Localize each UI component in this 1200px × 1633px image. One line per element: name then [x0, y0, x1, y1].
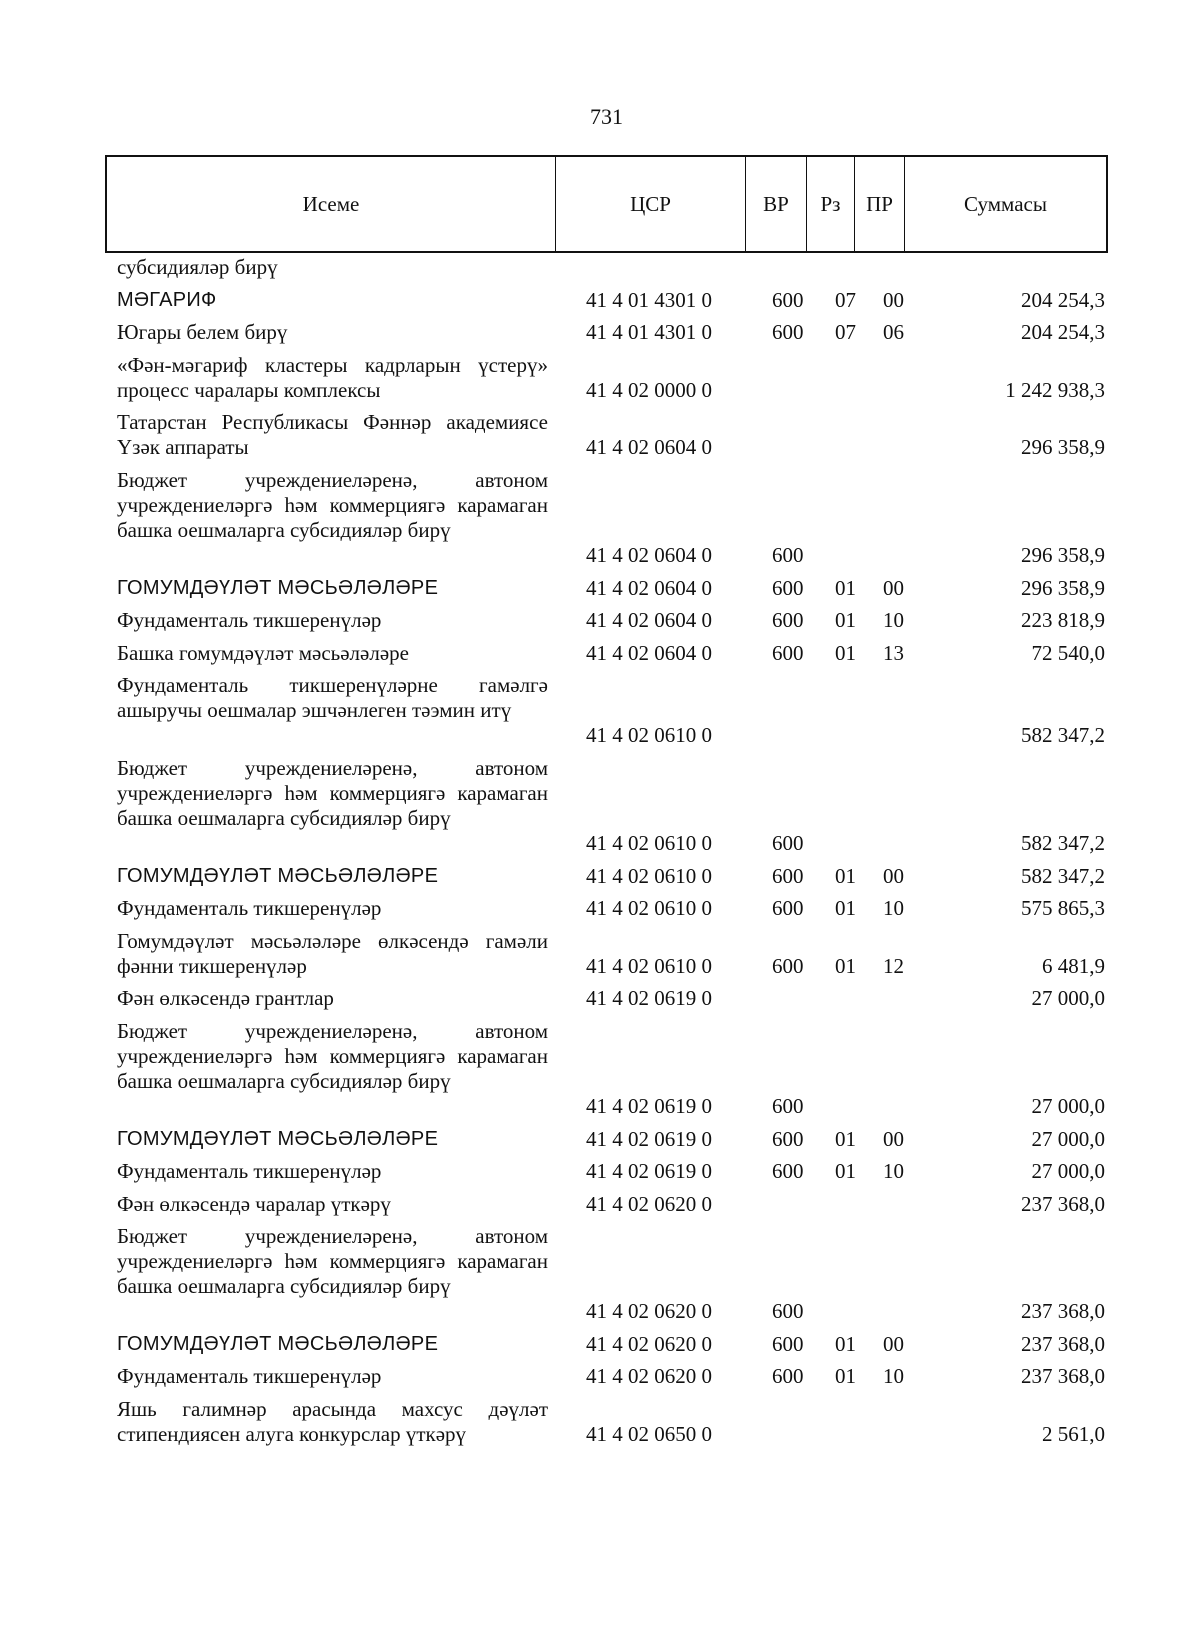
- table-row: [0, 1332, 1200, 1357]
- row-rz: 01: [835, 896, 856, 921]
- row-rz: 01: [835, 953, 856, 978]
- row-csr: 41 4 02 0604 0: [586, 575, 712, 600]
- row-sum: 582 347,2: [1021, 723, 1105, 748]
- row-vr: 600: [772, 1299, 804, 1324]
- row-csr: 41 4 02 0619 0: [586, 1093, 712, 1118]
- row-csr: 41 4 02 0604 0: [586, 435, 712, 460]
- row-vr: 600: [772, 320, 804, 345]
- row-pr: 10: [883, 1364, 904, 1389]
- row-sum: 204 254,3: [1021, 320, 1105, 345]
- row-vr: 600: [772, 640, 804, 665]
- row-vr: 600: [772, 575, 804, 600]
- row-rz: 07: [835, 287, 856, 312]
- row-name: ГОМУМДӘҮЛӘТ МӘСЬӘЛӘЛӘРЕ: [117, 864, 439, 887]
- table-row: [0, 1127, 1200, 1152]
- row-csr: 41 4 02 0610 0: [586, 896, 712, 921]
- header-rz: Рз: [807, 157, 855, 251]
- row-name: Фундаменталь тикшеренүләр: [117, 896, 382, 921]
- row-name: Фундаменталь тикшеренүләр: [117, 608, 382, 633]
- row-name: Татарстан Республикасы Фәннәр академиясе Үзәк аппараты: [117, 410, 548, 460]
- table-row: [0, 353, 1200, 403]
- row-csr: 41 4 02 0650 0: [586, 1422, 712, 1447]
- row-pr: 12: [883, 953, 904, 978]
- row-rz: 01: [835, 863, 856, 888]
- row-vr: 600: [772, 863, 804, 888]
- row-name: Бюджет учреждениеләренә, автоном учреждениеләргә һәм коммерциягә карамаган башка оешмаларга субсидияләр бирү: [117, 1018, 548, 1093]
- table-row: [0, 1019, 1200, 1119]
- row-pr: 00: [883, 1331, 904, 1356]
- row-rz: 01: [835, 1159, 856, 1184]
- row-pr: 10: [883, 896, 904, 921]
- header-sum: Суммасы: [964, 191, 1047, 216]
- row-sum: 237 368,0: [1021, 1364, 1105, 1389]
- row-rz: 01: [835, 640, 856, 665]
- row-csr: 41 4 02 0620 0: [586, 1364, 712, 1389]
- row-name: Гомумдәүләт мәсьәләләре өлкәсендә гамәли фәнни тикшеренүләр: [117, 928, 548, 978]
- row-pr: 06: [883, 320, 904, 345]
- row-vr: 600: [772, 1126, 804, 1151]
- table-row: [0, 255, 1200, 280]
- row-rz: 01: [835, 608, 856, 633]
- table-row: [0, 929, 1200, 979]
- table-row: [0, 1159, 1200, 1184]
- table-row: [0, 673, 1200, 748]
- row-sum: 296 358,9: [1021, 435, 1105, 460]
- row-csr: 41 4 02 0620 0: [586, 1331, 712, 1356]
- row-name: Бюджет учреждениеләренә, автоном учреждениеләргә һәм коммерциягә карамаган башка оешмаларга субсидияләр бирү: [117, 1224, 548, 1299]
- row-sum: 296 358,9: [1021, 542, 1105, 567]
- header-name: Исеме: [107, 157, 556, 251]
- row-rz: 01: [835, 1331, 856, 1356]
- row-csr: 41 4 02 0619 0: [586, 1126, 712, 1151]
- row-pr: 13: [883, 640, 904, 665]
- row-name: Башка гомумдәүләт мәсьәләләре: [117, 640, 409, 665]
- row-sum: 582 347,2: [1021, 830, 1105, 855]
- row-sum: 582 347,2: [1021, 863, 1105, 888]
- row-name: Фундаменталь тикшеренүләрне гамәлгә ашыручы оешмалар эшчәнлеген тәэмин итү: [117, 673, 548, 723]
- row-csr: 41 4 02 0000 0: [586, 377, 712, 402]
- table-row: [0, 986, 1200, 1011]
- row-csr: 41 4 01 4301 0: [586, 320, 712, 345]
- row-sum: 575 865,3: [1021, 896, 1105, 921]
- row-pr: 10: [883, 608, 904, 633]
- row-sum: 2 561,0: [1042, 1422, 1105, 1447]
- row-csr: 41 4 01 4301 0: [586, 287, 712, 312]
- row-name: Фундаменталь тикшеренүләр: [117, 1159, 382, 1184]
- header-pr: ПР: [855, 157, 905, 251]
- page-number: 731: [590, 104, 623, 129]
- row-rz: 07: [835, 320, 856, 345]
- row-pr: 00: [883, 575, 904, 600]
- row-vr: 600: [772, 830, 804, 855]
- row-sum: 1 242 938,3: [1005, 377, 1105, 402]
- row-name: ГОМУМДӘҮЛӘТ МӘСЬӘЛӘЛӘРЕ: [117, 1332, 439, 1355]
- row-sum: 27 000,0: [1031, 1093, 1105, 1118]
- table-row: [0, 1364, 1200, 1389]
- table-row: [0, 1397, 1200, 1447]
- row-sum: 237 368,0: [1021, 1331, 1105, 1356]
- row-csr: 41 4 02 0619 0: [586, 986, 712, 1011]
- row-csr: 41 4 02 0610 0: [586, 830, 712, 855]
- row-sum: 237 368,0: [1021, 1299, 1105, 1324]
- table-body: [0, 255, 1200, 1455]
- row-name: Яшь галимнәр арасында махсус дәүләт стипендиясен алуга конкурслар үткәрү: [117, 1397, 548, 1447]
- row-sum: 27 000,0: [1031, 1126, 1105, 1151]
- row-vr: 600: [772, 896, 804, 921]
- row-pr: 00: [883, 863, 904, 888]
- row-name: ГОМУМДӘҮЛӘТ МӘСЬӘЛӘЛӘРЕ: [117, 576, 439, 599]
- header-vr: ВР: [746, 157, 807, 251]
- row-csr: 41 4 02 0620 0: [586, 1191, 712, 1216]
- table-row: [0, 864, 1200, 889]
- row-csr: 41 4 02 0604 0: [586, 542, 712, 567]
- table-row: [0, 1224, 1200, 1324]
- row-vr: 600: [772, 1331, 804, 1356]
- row-csr: 41 4 02 0604 0: [586, 640, 712, 665]
- table-row: [0, 320, 1200, 345]
- table-header: [105, 155, 1108, 253]
- table-row: [0, 756, 1200, 856]
- row-sum: 72 540,0: [1031, 640, 1105, 665]
- row-csr: 41 4 02 0620 0: [586, 1299, 712, 1324]
- row-vr: 600: [772, 1093, 804, 1118]
- row-sum: 6 481,9: [1042, 953, 1105, 978]
- row-sum: 223 818,9: [1021, 608, 1105, 633]
- table-row: [0, 1192, 1200, 1217]
- row-vr: 600: [772, 287, 804, 312]
- row-name: ГОМУМДӘҮЛӘТ МӘСЬӘЛӘЛӘРЕ: [117, 1127, 439, 1150]
- row-sum: 237 368,0: [1021, 1191, 1105, 1216]
- row-rz: 01: [835, 1126, 856, 1151]
- table-row: [0, 468, 1200, 568]
- row-csr: 41 4 02 0604 0: [586, 608, 712, 633]
- row-name: Фән өлкәсендә грантлар: [117, 986, 334, 1011]
- row-name: Бюджет учреждениеләренә, автоном учреждениеләргә һәм коммерциягә карамаган башка оешмаларга субсидияләр бирү: [117, 755, 548, 830]
- row-vr: 600: [772, 1159, 804, 1184]
- table-row: [0, 641, 1200, 666]
- row-vr: 600: [772, 1364, 804, 1389]
- header-csr: ЦСР: [556, 157, 746, 251]
- row-name: МӘГАРИФ: [117, 288, 217, 311]
- row-csr: 41 4 02 0610 0: [586, 863, 712, 888]
- row-sum: 27 000,0: [1031, 986, 1105, 1011]
- row-sum: 27 000,0: [1031, 1159, 1105, 1184]
- row-vr: 600: [772, 542, 804, 567]
- row-name: субсидияләр бирү: [117, 255, 278, 279]
- row-pr: 10: [883, 1159, 904, 1184]
- table-row: [0, 576, 1200, 601]
- row-name: Югары белем бирү: [117, 320, 288, 345]
- row-name: «Фән-мәгариф кластеры кадрларын үстерү» процесс чаралары комплексы: [117, 352, 548, 402]
- row-rz: 01: [835, 575, 856, 600]
- row-csr: 41 4 02 0610 0: [586, 723, 712, 748]
- row-vr: 600: [772, 608, 804, 633]
- row-sum: 296 358,9: [1021, 575, 1105, 600]
- row-name: Фән өлкәсендә чаралар үткәрү: [117, 1191, 391, 1216]
- row-pr: 00: [883, 1126, 904, 1151]
- row-sum: 204 254,3: [1021, 287, 1105, 312]
- row-vr: 600: [772, 953, 804, 978]
- row-csr: 41 4 02 0619 0: [586, 1159, 712, 1184]
- table-row: [0, 288, 1200, 313]
- row-name: Фундаменталь тикшеренүләр: [117, 1364, 382, 1389]
- table-row: [0, 608, 1200, 633]
- row-rz: 01: [835, 1364, 856, 1389]
- row-name: Бюджет учреждениеләренә, автоном учреждениеләргә һәм коммерциягә карамаган башка оешмаларга субсидияләр бирү: [117, 467, 548, 542]
- table-row: [0, 896, 1200, 921]
- row-csr: 41 4 02 0610 0: [586, 953, 712, 978]
- table-row: [0, 410, 1200, 460]
- row-pr: 00: [883, 287, 904, 312]
